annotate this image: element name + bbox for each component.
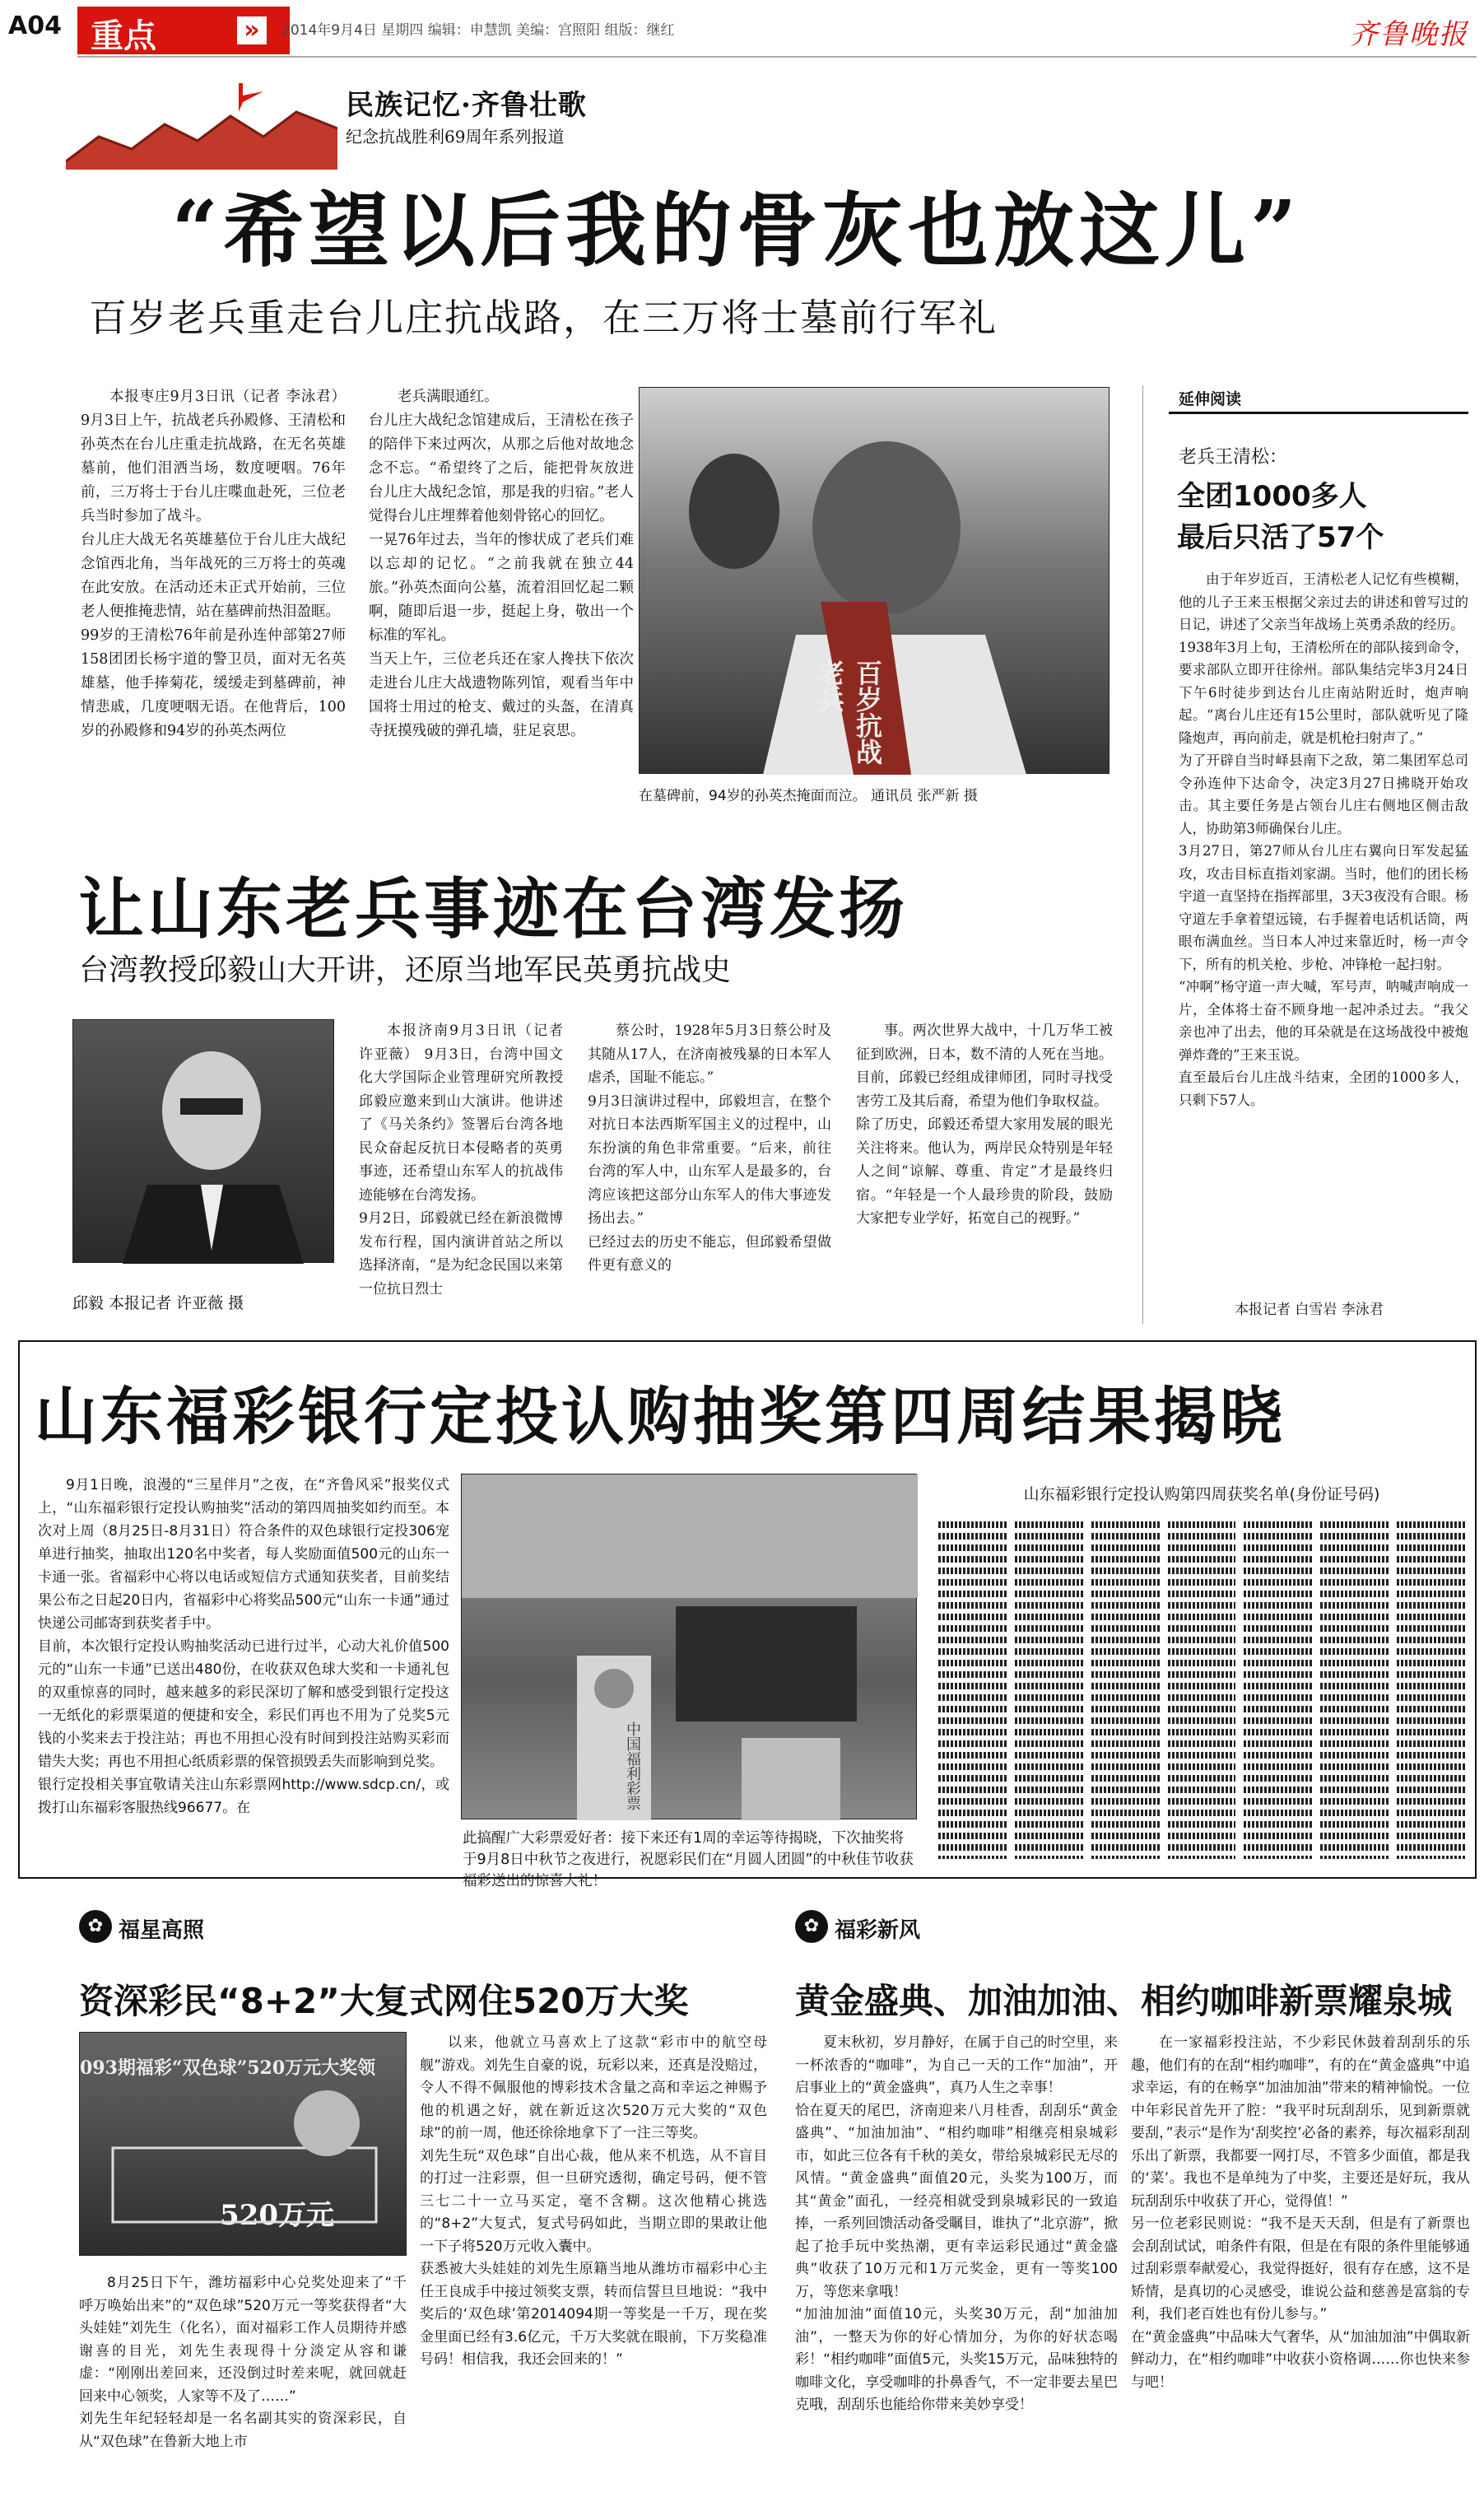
bottom-right-column-2: 在一家福彩投注站，不少彩民休鼓着刮刮乐的乐趣，他们有的在刮“相约咖啡”，有的在“黄金盛典”中追求幸运，有的在畅享“加油加油”带来的精神愉悦。一位中年彩民首先开了腔：“我平时玩刮刮乐，见到新票就要刮，”表示“是作为‘刮奖控’必备的素养，每次福彩刮刮乐出了新票，我都要一网打尽，不管多少面值，都是我的‘菜’。我也不是单纯为了中奖，主要还是好玩，我从玩刮刮乐中收获了开心，觉得值！” 另一位老彩民则说：“我不是天天刮，但是有了新票也会刮刮试试，咱条件有限，但是在有限的条件里能够通过刮彩票奉献爱心，我觉得挺好，很有存在感，这不是矫情，是真切的心灵感受，谁说公益和慈善是富翁的专利，我们老百姓也有份儿参与。” 在“黄金盛典”中品味大气奢华，从“加油加油”中偶取新鲜动力，在“相约咖啡”中收获小资格调……你也快来参与吧！ [1131,2034,1470,2391]
article1-headline: “希望以后我的骨灰也放这儿” [171,184,1302,278]
winner-list-title: 山东福彩银行定投认购第四周获奖名单(身份证号码) [1023,1485,1380,1503]
great-wall-illustration [66,79,337,170]
winner-photo-banner: 093期福彩“双色球”520万元大奖领 [80,2057,376,2079]
article1-column-1: 本报枣庄9月3日讯（记者 李泳君） 9月3日上午，抗战老兵孙殿修、王清松和孙英杰在台儿庄重走抗战路，在无名英雄墓前，他们泪洒当场，数度哽咽。76年前，三万将士于台儿庄喋血赴死，三位老兵当时参加了战斗。 台儿庄大战无名英雄墓位于台儿庄大战纪念馆西北角，当年战死的三万将士的英魂在此安放。在活动还未正式开始前，三位老人便推掩悲情，站在墓碑前热泪盈眶。 99岁的王清松76年前是孙连仲部第27师158团团长杨宇道的警卫员，面对无名英雄墓，他手捧菊花，缓缓走到墓碑前，神情悲戚，几度哽咽无语。在他背后，100岁的孙殿修和94岁的孙英杰两位 [81,389,346,739]
lottery-body: 9月1日晚，浪漫的“三星伴月”之夜，在“齐鲁风采”报奖仪式上，“山东福彩银行定投认购抽奖”活动的第四周抽奖如约而至。本次对上周（8月25日-8月31日）符合条件的双色球银行定投306宠单进行抽奖，抽取出120名中奖者，每人奖励面值500元的山东一卡通一张。省福彩中心将以电话或短信方式通知获奖者，目前奖结果公布之日起20日内，省福彩中心将奖品500元“山东一卡通”通过快递公司邮寄到获奖者手中。 目前，本次银行定投认购抽奖活动已进行过半，心动大礼价值500元的“山东一卡通”已送出480份，在收获双色球大奖和一卡通礼包的双重惊喜的同时，越来越多的彩民深切了解和感受到银行定投这一无纸化的彩票渠道的便捷和安全，彩民们再也不用为了兑奖5元钱的小奖来去于投注站；再也不用担心没有时间到投注站购买彩而错失大奖；再也不用担心纸质彩票的保管损毁丢失而影响到兑奖。 银行定投相关事宜敬请关注山东彩票网http://www.sdcp.cn/，或拨打山东福彩客服热线96677。在 [38,1477,449,1816]
chevron-right-icon: » [237,16,267,44]
article2-photo-caption: 邱毅 本报记者 许亚薇 摄 [72,1294,244,1312]
bottom-right-column-1: 夏末秋初，岁月静好，在属于自己的时空里，来一杯浓香的“咖啡”，为自己一天的工作“加油”，开启事业上的“黄金盛典”，真乃人生之幸事！ 恰在夏天的尾巴，济南迎来八月桂香，刮刮乐“黄金盛典”、“加油加油”、“相约咖啡”相继亮相泉城彩市，如此三位各有千秋的美女，带给泉城彩民无尽的风情。“黄金盛典”面值20元，头奖为100万，而其“黄金”面孔，一经亮相就受到泉城彩民的一致追捧，一系列回馈活动备受瞩目，谁执了“北京游”，掀起了抢手玩中奖热潮，更有幸运彩民通过“黄金盛典”收获了10万元和1万元奖金，更有一等奖100万，等您来拿哦！ “加油加油”面值10元，头奖30万元，刮“加油加油”，一整天为你的好心情加分，为你的好状态喝彩！“相约咖啡”面值5元，头奖15万元，品味独特的咖啡文化，享受咖啡的扑鼻香气，不一定非要去星巴克哦，刮刮乐也能给你带来美妙享受！ [795,2034,1118,2413]
sidebar-kicker: 老兵王清松： [1179,447,1288,468]
winner-photo [79,2032,407,2256]
bottom-left-section: 福星高照 [119,1918,205,1943]
article2-subhead: 台湾教授邱毅山大开讲，还原当地军民英勇抗战史 [79,953,732,987]
series-subtitle: 纪念抗战胜利69周年系列报道 [346,127,565,147]
article1-photo [639,387,1110,774]
bottom-right-section: 福彩新风 [835,1918,921,1943]
sidebar-headline-line1: 全团1000多人 [1177,480,1367,513]
welfare-logo-icon: ✿ [795,1910,828,1943]
winner-id-list [938,1521,1465,1859]
date-line: 2014年9月4日 星期四 编辑：申慧凯 美编：宫照阳 组版：继红 [281,22,675,39]
bottom-right-headline: 黄金盛典、加油加油、相约咖啡新票耀泉城 [795,1981,1453,2021]
masthead-logo: 齐鲁晚报 [1350,18,1468,51]
lottery-stage-text: 中国福利彩票 [624,1721,641,1810]
page-number: A04 [8,12,62,40]
welfare-logo-icon: ✿ [79,1910,112,1943]
sidebar-tag: 延伸阅读 [1179,390,1242,408]
article1-subhead: 百岁老兵重走台儿庄抗战路，在三万将士墓前行军礼 [89,296,998,340]
lottery-headline: 山东福彩银行定投认购抽奖第四周结果揭晓 [35,1380,1286,1453]
article1-column-2: 老兵满眼通红。 台儿庄大战纪念馆建成后，王清松在孩子的陪伴下来过两次，从那之后他对故地念念不忘。“希望终了之后，能把骨灰放进台儿庄大战纪念馆，那是我的归宿。”老人觉得台儿庄埋葬着他刻骨铭心的回忆。 一晃76年过去，当年的惨状成了老兵们难以忘却的记忆。“之前我就在独立44旅。”孙英杰面向公墓，流着泪回忆起二颗啊，随即后退一步，挺起上身，敬出一个标准的军礼。 当天上午，三位老兵还在家人搀扶下依次走进台儿庄大战遗物陈列馆，观看当年中国将士用过的枪支、戴过的头盔，在清真寺抚摸残破的弹孔墙，驻足哀思。 [369,389,634,739]
sidebar-headline-line2: 最后只活了57个 [1177,521,1384,554]
article1-photo-caption: 在墓碑前，94岁的孙英杰掩面而泣。 通讯员 张严新 摄 [639,788,978,804]
sidebar-divider [1142,385,1143,1324]
qiu-yi-photo [72,1019,334,1263]
bottom-left-column-2: 以来，他就立马喜欢上了这款“彩市中的航空母舰”游戏。刘先生自豪的说，玩彩以来，还真是没赔过，令人不得不佩服他的博彩技术含量之高和幸运之神赐予他的机遇之好，就在新近这次520万元大奖的“双色球”的前一周，他还徐徐地拿下了一注三等奖。 刘先生玩“双色球”自出心裁，他从来不机选，从不盲目的打过一注彩票，但一旦研究透彻，确定号码，便不管三七二十一立马买定，毫不含糊。这次他精心挑选的“8+2”大复式，复式号码如此，当期立即的果敢让他一下子将520万元收入囊中。 获悉被大头娃娃的刘先生原籍当地从潍坊市福彩中心主任王良成手中接过领奖支票，转而信誓旦旦地说：“我中奖后的‘双色球’第2014094期一等奖是一千万，现在奖金里面已经有3.6亿元，千万大奖就在眼前，下万奖稳准号码！相信我，我还会回来的！” [420,2034,767,2368]
article2-column-2: 蔡公时，1928年5月3日蔡公时及其随从17人，在济南被残暴的日本军人虐杀，国耻不能忘。” 9月3日演讲过程中，邱毅坦言，在整个对抗日本法西斯军国主义的过程中，山东扮演的角色非常重要。“后来，前往台湾的军人中，山东军人是最多的，台湾应该把这部分山东军人的伟大事迹发扬出去。” 已经过去的历史不能忘，但邱毅希望做件更有意义的 [588,1023,831,1274]
article2-headline: 让山东老兵事迹在台湾发扬 [78,870,908,948]
lottery-caption: 此搞醒广大彩票爱好者：接下来还有1周的幸运等待揭晓，下次抽奖将于9月8日中秋节之夜进行，祝愿彩民们在“月圆人团圆”的中秋佳节收获福彩送出的惊喜大礼！ [463,1830,914,1889]
sidebar-body: 由于年岁近百，王清松老人记忆有些模糊，他的儿子王来玉根据父亲过去的讲述和曾写过的日记，讲述了父亲当年战场上英勇杀敌的经历。 1938年3月上旬，王清松所在的部队接到命令，要求部队立即开往徐州。部队集结完毕3月24日下午6时徒步到达台儿庄南站附近时，炮声响起。“离台儿庄还有15公里时，部队就听见了隆隆炮声，再向前走，就是机枪扫射声了。” 为了开辟自当时峄县南下之敌，第二集团军总司令孙连仲下达命令，决定3月27日拂晓开始攻击。其主要任务是占领台儿庄右侧地区侧击敌人，协助第3师确保台儿庄。 3月27日，第27师从台儿庄右翼向日军发起猛攻，攻击目标直指刘家湖。当时，他们的团长杨宇道一直坚持在指挥部里，3天3夜没有合眼。杨守道左手拿着望远镜，右手握着电话机话筒，两眼布满血丝。当日本人冲过来靠近时，杨一声令下，所有的机关枪、步枪、冲锋枪一起扫射。 “冲啊”杨守道一声大喊，军号声，呐喊声响成一片，全体将士奋不顾身地一起冲杀过去。“我父亲也冲了出去，他的耳朵就是在这场战役中被炮弹炸聋的”王来玉说。 直至最后台儿庄战斗结束，全团的1000多人，只剩下57人。 [1179,571,1468,1108]
sidebar-tag-rule [1169,412,1468,414]
series-title: 民族记忆·齐鲁壮歌 [346,89,587,122]
sidebar-byline: 本报记者 白雪岩 李泳君 [1235,1302,1384,1318]
section-label: 重点 [91,17,156,55]
article2-column-3: 事。两次世界大战中，十几万华工被征到欧洲，日本，数不清的人死在当地。目前，邱毅已经组成律师团，同时寻找受害劳工及其后裔，希望为他们争取权益。 除了历史，邱毅还希望大家用发展的眼光关注将来。他认为，两岸民众特别是年轻人之间“谅解、尊重、肯定”才是最终归宿。“年轻是一个人最珍贵的阶段，鼓励大家把专业学好，拓宽自己的视野。” [856,1023,1113,1227]
memorial-banner-text: 百岁抗战老兵 [814,659,883,765]
bottom-left-headline: 资深彩民“8+2”大复式网住520万大奖 [79,1981,689,2021]
bottom-left-column-1: 8月25日下午，潍坊福彩中心兑奖处迎来了“千呼万唤始出来”的“双色球”520万元一等奖获得者“大头娃娃”刘先生（化名），面对福彩工作人员期待并感谢喜的目光，刘先生表现得十分淡定从容和谦虚：“刚刚出差回来，还没倒过时差来呢，就回就赶回来中心领奖，人家等不及了……” 刘先生年纪轻轻却是一名名副其实的资深彩民，自从“双色球”在鲁新大地上市 [79,2275,407,2450]
header-rule [77,56,1477,58]
lottery-ceremony-photo [461,1474,917,1819]
article2-column-1: 本报济南9月3日讯（记者 许亚薇） 9月3日，台湾中国文化大学国际企业管理研究所教授邱毅应邀来到山大演讲。他讲述了《马关条约》签署后台湾各地民众奋起反抗日本侵略者的英勇事迹，还希望山东军人的抗战伟迹能够在台湾发扬。 9月2日，邱毅就已经在新浪微博发布行程，国内演讲首站之所以选择济南，“是为纪念民国以来第一位抗日烈士 [359,1023,563,1297]
winner-check-amount: 520万元 [220,2199,334,2232]
